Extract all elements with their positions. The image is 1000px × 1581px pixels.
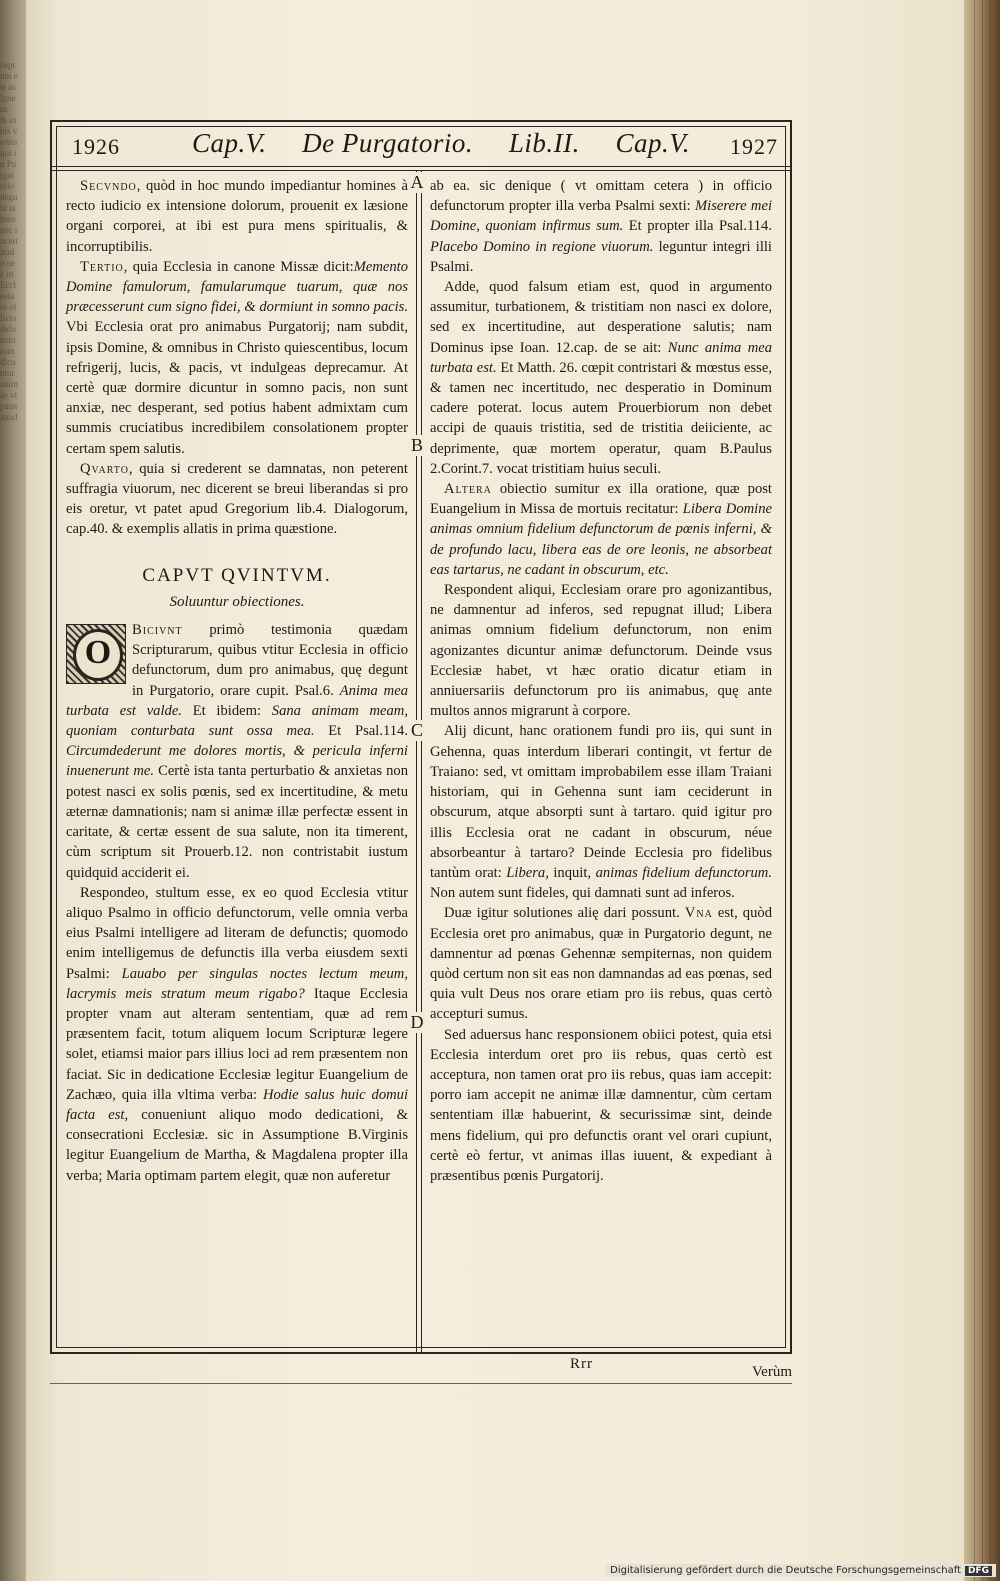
running-head xyxy=(192,128,690,159)
edge-line xyxy=(982,0,983,1581)
left-column xyxy=(66,176,408,1186)
previous-page-bleed-text: ceptum est in ignem. & in his verbis qui in Purgatorio degunt tamen nec incertitudo nec in Ecclesia in officio defunctorum dicuntur animae vt patet apud xyxy=(0,60,18,422)
paragraph: Qvarto, quia si crederent se damnatas, non peterent suffragia viuorum, nec dicerent se breui liberandas si pro eis oretur, vt patet apud Gregorium lib.4. Dialogorum, cap.40. & exemplis allatis in prima quæstione. xyxy=(66,460,408,538)
paragraph: Altera obiectio sumitur ex illa oratione, quæ post Euangelium in Missa de mortuis recitatur: Libera Domine animas omnium fidelium defunctorum de pœnis inferni, & de profundo lacu, libera eas de ore leonis, ne absorbeat eas tartarus, ne cadant in obscurum, etc. xyxy=(430,481,772,578)
paragraph: Adde, quod falsum etiam est, quod in argumento assumitur, turbationem, & tristitiam non nasci ex dolore, sed ex incertitudine, aut desperatione salutis; nam Dominus ipse Ioan. 12.cap. de se ait: Nunc anima mea turbata est. Et Matth. 26. cœpit contristari & mœstus esse, & tamen nec incertitudo, nec desperatio in Dominum cadere poterat. locus autem Prouerbiorum non debet accipi de quauis tristitia, sed de tristitia deiiciente, ac deprimente, quæ mortem operatur, quam B.Paulus 2.Corint.7. vocat tristitiam huius seculi. xyxy=(430,279,773,477)
signature-mark: Rrr xyxy=(570,1356,593,1372)
running-head-chapter-left: Cap.V. xyxy=(192,128,267,158)
liturgical-quote: Memento Domine famulorum, famularumque tuarum, quæ nos præcesserunt cum signo fidei, & dormiunt in somno pacis. xyxy=(66,258,408,316)
paragraph: Secvndo, quòd in hoc mundo impediantur homines à recto iudicio ex intensione dolorum, prouenit ex læsione organi corporei, at ibi est pura mens spiritualis, & incorruptibilis. xyxy=(66,178,408,255)
book-page xyxy=(26,0,964,1581)
bottom-rule xyxy=(50,1383,792,1384)
header-rule xyxy=(52,166,790,167)
column-separator xyxy=(416,170,417,1352)
decorated-initial xyxy=(66,624,126,684)
page-number-right: 1927 xyxy=(730,134,778,159)
column-separator-double xyxy=(421,170,422,1352)
chapter-subtitle: Soluuntur obiectiones. xyxy=(169,593,305,610)
margin-marker-c: C xyxy=(408,720,426,741)
running-head-title: De Purgatorio. xyxy=(302,128,474,158)
margin-marker-a: A xyxy=(408,172,426,193)
paragraph: Respondeo, stultum esse, ex eo quod Ecclesia vtitur aliquo Psalmo in officio defunctorum, velle omnia verba eius Psalmi intelligere ad literam de defunctis; quomodo enim intelligemus de defunctis illa verba eiusdem sexti Psalmi: Lauabo per singulas noctes lectum meum, lacrymis meis stratum meum rigabo? Itaque Ecclesia propter vnam aut alteram sententiam, quæ ad rem præsentem facit, totum aliquem locum Scripturæ legere solet, etiamsi maior pars illius loci ad rem præsentem non faciat. Sic in dedicatione Ecclesiæ legitur Euangelium de Zachæo, quia illa vltima verba: Hodie salus huic domui facta est, conueniunt aliquo modo dedicationi, & consecrationi Ecclesiæ. sic in Assumptione B.Virginis legitur Euangelium de Martha, & Magdalena propter illa verba; Maria optimam partem elegit, quæ non auferetur xyxy=(66,884,409,1184)
funding-note: Digitalisierung gefördert durch die Deutsche Forschungsgemeinschaft DFG xyxy=(606,1564,996,1577)
dfg-logo: DFG xyxy=(965,1566,992,1576)
initial-paragraph xyxy=(66,620,408,883)
edge-line xyxy=(990,0,991,1581)
paragraph: Tertio, quia Ecclesia in canone Missæ dicit:Memento Domine famulorum, famularumque tuarum, quæ nos præcesserunt cum signo fidei, & dormiunt in somno pacis. Vbi Ecclesia orat pro animabus Purgatorij; nam subdit, ipsis Domine, & omnibus in Christo quiescentibus, locum refrigerij, lucis, & pacis, vt indulgeas deprecamur. At certè quæ dormire dicuntur in somno pacis, non sunt anxiæ, nec desperant, sed potius habent admixtam cum summis cruciatibus incredibilem consolationem propter certam spem salutis. xyxy=(66,258,408,457)
paragraph: Respondent aliqui, Ecclesiam orare pro agonizantibus, ne damnentur ad inferos, sed repugnat illud; Libera animas omnium fidelium defunctorum, non enim agonizantes dicuntur animæ defunctorum. Deinde vsus Ecclesiæ habet, vt hæc oratio dicatur etiam in anniuersariis defunctorum pro iis animabus, quę ante multos annos migrarunt à corpore. xyxy=(430,582,772,720)
chapter-title: CAPVT QVINTVM. xyxy=(142,564,332,586)
right-column xyxy=(430,176,772,1186)
paragraph: Alij dicunt, hanc orationem fundi pro iis, qui sunt in Gehenna, quas interdum liberari contingit, vt fertur de Traiano: sed, vt omittam improbabilem esse illam Traiani historiam, qui in Gehenna sunt iam ceciderunt in obscurum, atque absorpti sunt à tartaro. quid igitur pro illis Ecclesia orat ne cadant in obscurum, néue absorbeantur à tartaro? Deinde Ecclesia pro fidelibus tantùm orat: Libera, inquit, animas fidelium defunctorum. Non autem sunt fideles, qui damnati sunt ad inferos. xyxy=(430,723,772,902)
running-head-chapter-right: Cap.V. xyxy=(615,128,690,158)
paragraph: ab ea. sic denique ( vt omittam cetera ) in officio defunctorum propter illa verba Psalmi sexti: Miserere mei Domine, quoniam infirmus sum. Et propter illa Psal.114. Placebo Domino in regione viuorum. leguntur integri illi Psalmi. xyxy=(430,178,773,275)
decorated-initial-letter: O xyxy=(73,629,123,681)
book-binding xyxy=(0,0,26,1581)
paragraph: Sed aduersus hanc responsionem obiici potest, quia etsi Ecclesia interdum oret pro iis rebus, quas certò est acceptura, non tamen orat pro iis rebus, quas iam accepit: porro iam accepit ne animæ illæ damnentur, cùm certam sententiam illæ habuerint, & securissimæ sint, deinde mens fidelium, qui pro defunctis orant vel orari cupiunt, certè eò fertur, vt animas illas iuuent, & expediant à præsentibus pœnis Purgatorij. xyxy=(430,1026,772,1184)
catchword: Verùm xyxy=(752,1364,792,1380)
paragraph: Duæ igitur solutiones alię dari possunt. Vna est, quòd Ecclesia oret pro animabus, quæ in Purgatorio degunt, ne damnentur ad pœnas Gehennæ sempiternas, non quidem quòd certum non sit eas non damnandas ad eas pœnas, sed quia vult Deus nos orare etiam pro iis rebus, quas certò accepturi sumus. xyxy=(430,905,772,1023)
margin-marker-d: D xyxy=(408,1012,426,1033)
page-number-left: 1926 xyxy=(72,134,120,159)
edge-line xyxy=(974,0,975,1581)
text-frame xyxy=(50,120,792,1354)
paragraph: O Bicivnt primò testimonia quædam Scripturarum, quibus vtitur Ecclesia in officio defunctorum, dum pro animabus, quę degunt in Purgatorio, orare cupit. Psal.6. Anima mea turbata est valde. Et ibidem: Sana animam meam, quoniam conturbata sunt ossa mea. Et Psal.114. Circumdederunt me dolores mortis, & pericula inferni inuenerunt me. Certè ista tanta perturbatio & anxietas non potest nasci ex solis pœnis, sed ex incertitudine, & metu æternæ damnationis; nam si animæ illæ perfectæ essent in caritate, & certæ essent de sua salute, non ita timerent, cùm scriptum sit Prouerb.12. non contristabit iustum quidquid acciderit ei. xyxy=(66,622,408,881)
book-edge xyxy=(964,0,1000,1581)
margin-marker-b: B xyxy=(408,435,426,456)
running-head-book: Lib.II. xyxy=(508,128,580,158)
